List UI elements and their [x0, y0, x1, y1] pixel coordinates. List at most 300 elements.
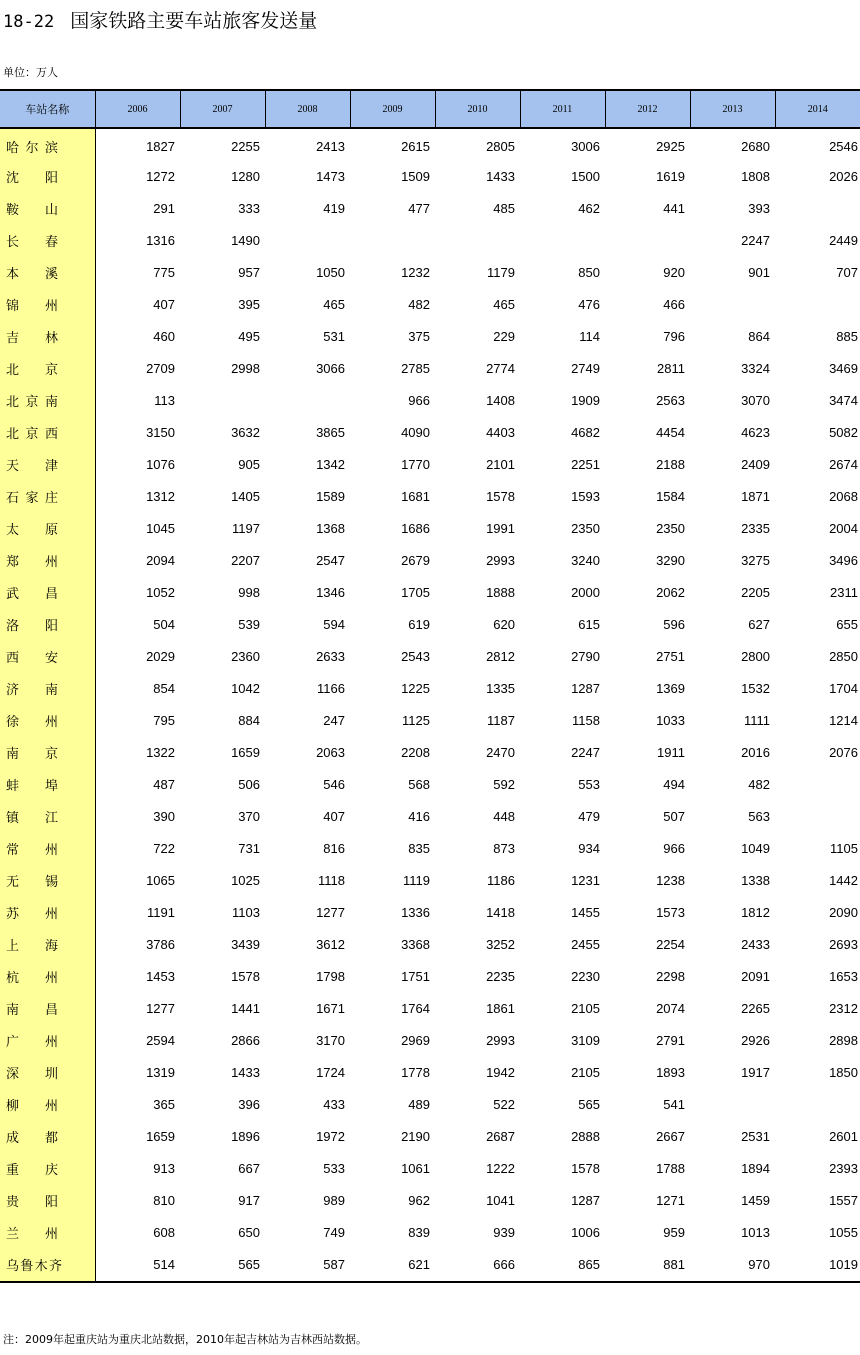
station-name-cell — [0, 736, 95, 768]
value-cell: 920 — [663, 264, 685, 280]
value-cell: 4623 — [741, 424, 770, 440]
station-name-cell — [0, 832, 95, 864]
value-cell: 2105 — [571, 1064, 600, 1080]
value-cell: 1473 — [316, 168, 345, 184]
value-cell: 1186 — [487, 872, 515, 888]
table-row — [0, 1088, 860, 1120]
value-cell: 448 — [493, 808, 515, 824]
value-cell: 393 — [748, 200, 770, 216]
value-cell: 2674 — [829, 456, 858, 472]
value-cell: 563 — [748, 808, 770, 824]
value-cell — [605, 224, 690, 256]
station-name-cell — [0, 1120, 95, 1152]
value-cell: 2594 — [146, 1032, 175, 1048]
table-row — [0, 544, 860, 576]
value-cell — [520, 224, 605, 256]
table-row — [0, 1248, 860, 1282]
station-name-cell — [0, 480, 95, 512]
value-cell: 2076 — [829, 744, 858, 760]
value-cell: 620 — [493, 616, 515, 632]
year-header: 2012 — [605, 90, 690, 128]
value-cell: 1788 — [656, 1160, 685, 1176]
value-cell: 1076 — [146, 456, 175, 472]
station-name: 兰 州 — [6, 1226, 58, 1242]
value-cell: 1778 — [401, 1064, 430, 1080]
table-row — [0, 1152, 860, 1184]
value-cell: 1578 — [486, 488, 515, 504]
value-cell: 3496 — [829, 552, 858, 568]
table-row — [0, 1184, 860, 1216]
value-cell: 1158 — [572, 712, 600, 728]
value-cell: 796 — [663, 328, 685, 344]
value-cell: 504 — [153, 616, 175, 632]
table-row — [0, 384, 860, 416]
value-cell: 1336 — [401, 904, 430, 920]
value-cell: 1338 — [741, 872, 770, 888]
value-cell: 487 — [153, 776, 175, 792]
value-cell: 962 — [408, 1192, 430, 1208]
table-title: 国家铁路主要车站旅客发送量 — [70, 10, 318, 32]
value-cell: 2311 — [830, 584, 858, 600]
value-cell: 2680 — [741, 139, 770, 154]
value-cell: 1589 — [316, 488, 345, 504]
value-cell: 1850 — [829, 1064, 858, 1080]
value-cell: 1894 — [741, 1160, 770, 1176]
value-cell: 2790 — [571, 648, 600, 664]
value-cell: 655 — [836, 616, 858, 632]
table-row — [0, 448, 860, 480]
value-cell: 1917 — [741, 1064, 770, 1080]
value-cell: 3066 — [316, 360, 345, 376]
station-name-cell — [0, 1152, 95, 1184]
value-cell: 2926 — [741, 1032, 770, 1048]
value-cell — [690, 1088, 775, 1120]
value-cell: 2774 — [486, 360, 515, 376]
value-cell: 1490 — [231, 232, 260, 248]
value-cell: 1277 — [146, 1000, 175, 1016]
table-number: 18-22 — [3, 12, 55, 32]
value-cell: 1812 — [741, 904, 770, 920]
value-cell: 2393 — [829, 1160, 858, 1176]
value-cell: 531 — [323, 328, 345, 344]
value-cell: 1405 — [231, 488, 260, 504]
value-cell: 396 — [238, 1096, 260, 1112]
value-cell: 2063 — [316, 744, 345, 760]
station-name-cell — [0, 288, 95, 320]
value-cell: 514 — [95, 1248, 180, 1282]
value-cell: 2026 — [829, 168, 858, 184]
value-cell: 507 — [663, 808, 685, 824]
value-cell: 5082 — [829, 424, 858, 440]
value-cell: 1277 — [316, 904, 345, 920]
value-cell: 1222 — [486, 1160, 515, 1176]
value-cell: 2615 — [401, 139, 430, 154]
value-cell: 333 — [238, 200, 260, 216]
value-cell — [350, 224, 435, 256]
value-cell: 1408 — [486, 392, 515, 408]
value-cell: 1764 — [401, 1000, 430, 1016]
value-cell: 2350 — [571, 520, 600, 536]
value-cell: 113 — [154, 392, 175, 408]
value-cell: 1179 — [487, 264, 515, 280]
station-name-cell — [0, 864, 95, 896]
value-cell: 1225 — [401, 680, 430, 696]
value-cell: 1312 — [146, 488, 175, 504]
value-cell: 970 — [690, 1248, 775, 1282]
value-cell: 1991 — [486, 520, 515, 536]
value-cell: 884 — [238, 712, 260, 728]
value-cell: 650 — [238, 1224, 260, 1240]
value-cell: 2925 — [656, 139, 685, 154]
value-cell: 2679 — [401, 552, 430, 568]
value-cell: 1232 — [401, 264, 430, 280]
value-cell: 1653 — [829, 968, 858, 984]
station-name: 无 锡 — [6, 874, 58, 890]
table-row — [0, 960, 860, 992]
value-cell: 1724 — [316, 1064, 345, 1080]
value-cell: 419 — [323, 200, 345, 216]
station-name-cell — [0, 1024, 95, 1056]
value-cell: 460 — [153, 328, 175, 344]
value-cell: 3324 — [741, 360, 770, 376]
value-cell: 1105 — [830, 840, 858, 856]
table-row — [0, 256, 860, 288]
station-name: 锦 州 — [6, 298, 58, 314]
value-cell: 1369 — [656, 680, 685, 696]
value-cell: 959 — [663, 1224, 685, 1240]
value-cell: 795 — [153, 712, 175, 728]
value-cell: 2543 — [401, 648, 430, 664]
value-cell: 989 — [323, 1192, 345, 1208]
value-cell: 1368 — [316, 520, 345, 536]
station-name: 上 海 — [6, 938, 58, 954]
station-name: 鞍 山 — [6, 202, 58, 218]
value-cell: 2298 — [656, 968, 685, 984]
value-cell: 2563 — [656, 392, 685, 408]
station-name: 洛 阳 — [6, 618, 58, 634]
value-cell: 3275 — [741, 552, 770, 568]
value-cell: 1045 — [146, 520, 175, 536]
station-name-cell — [0, 576, 95, 608]
station-name-cell — [0, 544, 95, 576]
value-cell: 2811 — [657, 360, 685, 376]
value-cell: 1041 — [486, 1192, 515, 1208]
value-cell: 905 — [238, 456, 260, 472]
value-cell: 390 — [153, 808, 175, 824]
value-cell: 2101 — [486, 456, 515, 472]
value-cell: 2188 — [656, 456, 685, 472]
table-row — [0, 128, 860, 160]
station-name-cell — [0, 608, 95, 640]
value-cell: 1287 — [571, 680, 600, 696]
station-name-cell — [0, 640, 95, 672]
value-cell: 1888 — [486, 584, 515, 600]
value-cell: 2413 — [316, 139, 345, 154]
station-name: 蚌 埠 — [6, 778, 58, 794]
value-cell: 835 — [408, 840, 430, 856]
value-cell: 1578 — [231, 968, 260, 984]
value-cell: 1346 — [316, 584, 345, 600]
value-cell: 441 — [663, 200, 685, 216]
value-cell: 3290 — [656, 552, 685, 568]
station-name-cell — [0, 1184, 95, 1216]
value-cell — [775, 800, 860, 832]
value-cell: 1050 — [316, 264, 345, 280]
value-cell: 1433 — [231, 1064, 260, 1080]
value-cell: 1705 — [401, 584, 430, 600]
value-cell: 2068 — [829, 488, 858, 504]
station-name: 北 京 西 — [6, 426, 58, 442]
value-cell: 2969 — [401, 1032, 430, 1048]
value-cell: 568 — [408, 776, 430, 792]
value-cell: 1049 — [741, 840, 770, 856]
value-cell: 1342 — [316, 456, 345, 472]
value-cell: 1770 — [401, 456, 430, 472]
value-cell: 477 — [408, 200, 430, 216]
value-cell: 1197 — [232, 520, 260, 536]
value-cell: 2993 — [486, 1032, 515, 1048]
value-cell: 2360 — [231, 648, 260, 664]
value-cell: 2455 — [571, 936, 600, 952]
value-cell: 707 — [836, 264, 858, 280]
value-cell: 1671 — [316, 1000, 345, 1016]
value-cell: 3006 — [571, 139, 600, 154]
value-cell: 2998 — [231, 360, 260, 376]
station-name: 本 溪 — [6, 266, 58, 282]
year-header: 2009 — [350, 90, 435, 128]
value-cell: 1573 — [656, 904, 685, 920]
station-name: 深 圳 — [6, 1066, 58, 1082]
value-cell: 1808 — [741, 168, 770, 184]
value-cell: 3150 — [146, 424, 175, 440]
table-row — [0, 288, 860, 320]
value-cell: 1659 — [146, 1128, 175, 1144]
value-cell — [265, 224, 350, 256]
value-cell: 2350 — [656, 520, 685, 536]
value-cell: 1433 — [486, 168, 515, 184]
value-cell: 596 — [663, 616, 685, 632]
value-cell: 939 — [493, 1224, 515, 1240]
value-cell: 494 — [663, 776, 685, 792]
table-row — [0, 1024, 860, 1056]
value-cell: 2000 — [571, 584, 600, 600]
value-cell: 587 — [265, 1248, 350, 1282]
station-name-cell — [0, 128, 95, 160]
value-cell: 2090 — [829, 904, 858, 920]
value-cell: 1453 — [146, 968, 175, 984]
value-cell: 1214 — [829, 712, 858, 728]
value-cell: 2230 — [571, 968, 600, 984]
year-header: 2010 — [435, 90, 520, 128]
value-cell: 1322 — [146, 744, 175, 760]
station-name-cell — [0, 320, 95, 352]
value-cell: 1704 — [829, 680, 858, 696]
station-name: 镇 江 — [6, 810, 58, 826]
value-cell: 1280 — [231, 168, 260, 184]
station-name: 西 安 — [6, 650, 58, 666]
value-cell: 1319 — [146, 1064, 175, 1080]
station-name: 吉 林 — [6, 330, 58, 346]
value-cell: 1911 — [657, 744, 685, 760]
table-row — [0, 352, 860, 384]
table-row — [0, 1120, 860, 1152]
value-cell: 3439 — [231, 936, 260, 952]
station-name-cell — [0, 352, 95, 384]
station-name-cell — [0, 800, 95, 832]
value-cell: 229 — [493, 328, 515, 344]
value-cell: 3240 — [571, 552, 600, 568]
value-cell: 667 — [238, 1160, 260, 1176]
value-cell: 864 — [748, 328, 770, 344]
value-cell: 114 — [579, 328, 600, 344]
table-row — [0, 992, 860, 1024]
unit-label: 单位：万人 — [3, 66, 58, 79]
station-name-cell — [0, 704, 95, 736]
value-cell: 1896 — [231, 1128, 260, 1144]
value-cell: 1532 — [741, 680, 770, 696]
value-cell: 533 — [323, 1160, 345, 1176]
value-cell: 1751 — [401, 968, 430, 984]
value-cell: 998 — [238, 584, 260, 600]
value-cell: 2016 — [741, 744, 770, 760]
value-cell: 1459 — [741, 1192, 770, 1208]
table-row — [0, 480, 860, 512]
table-row — [0, 1216, 860, 1248]
value-cell: 1061 — [401, 1160, 430, 1176]
value-cell: 4090 — [401, 424, 430, 440]
value-cell: 2190 — [401, 1128, 430, 1144]
value-cell: 482 — [748, 776, 770, 792]
value-cell: 2247 — [571, 744, 600, 760]
table-row — [0, 160, 860, 192]
value-cell: 365 — [153, 1096, 175, 1112]
value-cell — [775, 192, 860, 224]
table-row — [0, 224, 860, 256]
value-cell: 2247 — [741, 232, 770, 248]
value-cell: 2312 — [829, 1000, 858, 1016]
value-cell: 2470 — [486, 744, 515, 760]
value-cell: 1166 — [317, 680, 345, 696]
value-cell: 2205 — [741, 584, 770, 600]
value-cell: 2693 — [829, 936, 858, 952]
value-cell: 1500 — [571, 168, 600, 184]
value-cell: 854 — [153, 680, 175, 696]
value-cell: 1231 — [571, 872, 600, 888]
value-cell: 3865 — [316, 424, 345, 440]
value-cell: 465 — [493, 296, 515, 312]
value-cell: 1111 — [743, 712, 770, 728]
value-cell: 1119 — [403, 872, 430, 888]
table-row — [0, 704, 860, 736]
value-cell: 1681 — [401, 488, 430, 504]
station-name: 常 州 — [6, 842, 58, 858]
value-cell: 1335 — [486, 680, 515, 696]
station-name: 重 庆 — [6, 1162, 58, 1178]
value-cell: 957 — [238, 264, 260, 280]
value-cell: 1118 — [318, 872, 345, 888]
station-name: 乌 鲁 木 齐 — [6, 1259, 62, 1274]
value-cell: 3786 — [146, 936, 175, 952]
station-name-cell — [0, 896, 95, 928]
value-cell: 917 — [238, 1192, 260, 1208]
value-cell: 291 — [153, 200, 175, 216]
station-name: 徐 州 — [6, 714, 58, 730]
station-name-cell — [0, 672, 95, 704]
value-cell: 3474 — [829, 392, 858, 408]
value-cell: 2791 — [656, 1032, 685, 1048]
value-cell: 416 — [408, 808, 430, 824]
station-name-cell — [0, 416, 95, 448]
station-name: 广 州 — [6, 1034, 58, 1050]
station-name-cell — [0, 1216, 95, 1248]
value-cell: 2898 — [829, 1032, 858, 1048]
station-name: 济 南 — [6, 682, 58, 698]
value-cell: 1191 — [147, 904, 175, 920]
value-cell: 2812 — [486, 648, 515, 664]
table-row — [0, 672, 860, 704]
station-name-cell — [0, 192, 95, 224]
value-cell: 2531 — [741, 1128, 770, 1144]
value-cell: 1272 — [146, 168, 175, 184]
page-title — [3, 6, 317, 33]
station-name: 北 京 南 — [6, 394, 58, 410]
station-name-cell — [0, 160, 95, 192]
value-cell: 2105 — [571, 1000, 600, 1016]
station-name-cell — [0, 384, 95, 416]
value-cell: 1187 — [487, 712, 515, 728]
value-cell: 3612 — [316, 936, 345, 952]
value-cell: 775 — [153, 264, 175, 280]
table-row — [0, 896, 860, 928]
table-row — [0, 416, 860, 448]
value-cell: 666 — [435, 1248, 520, 1282]
value-cell: 1442 — [829, 872, 858, 888]
value-cell: 2667 — [656, 1128, 685, 1144]
value-cell: 541 — [663, 1096, 685, 1112]
value-cell: 1909 — [571, 392, 600, 408]
value-cell: 506 — [238, 776, 260, 792]
value-cell: 247 — [323, 712, 345, 728]
value-cell: 2547 — [316, 552, 345, 568]
value-cell: 2449 — [829, 232, 858, 248]
value-cell: 4403 — [486, 424, 515, 440]
value-cell: 966 — [663, 840, 685, 856]
value-cell: 433 — [323, 1096, 345, 1112]
value-cell: 462 — [578, 200, 600, 216]
value-cell: 881 — [605, 1248, 690, 1282]
value-cell: 2255 — [231, 139, 260, 154]
value-cell: 1238 — [656, 872, 685, 888]
station-name-header: 车站名称 — [0, 90, 95, 128]
value-cell: 885 — [836, 328, 858, 344]
station-name-cell — [0, 960, 95, 992]
table-row — [0, 608, 860, 640]
value-cell: 1686 — [401, 520, 430, 536]
value-cell: 1861 — [486, 1000, 515, 1016]
station-name-cell — [0, 1056, 95, 1088]
value-cell: 810 — [153, 1192, 175, 1208]
value-cell: 3368 — [401, 936, 430, 952]
value-cell: 1013 — [741, 1224, 770, 1240]
station-name: 太 原 — [6, 522, 58, 538]
value-cell: 608 — [153, 1224, 175, 1240]
station-name: 成 都 — [6, 1130, 58, 1146]
value-cell: 2800 — [741, 648, 770, 664]
value-cell: 476 — [578, 296, 600, 312]
station-name: 北 京 — [6, 362, 58, 378]
value-cell: 1942 — [486, 1064, 515, 1080]
value-cell: 3070 — [741, 392, 770, 408]
